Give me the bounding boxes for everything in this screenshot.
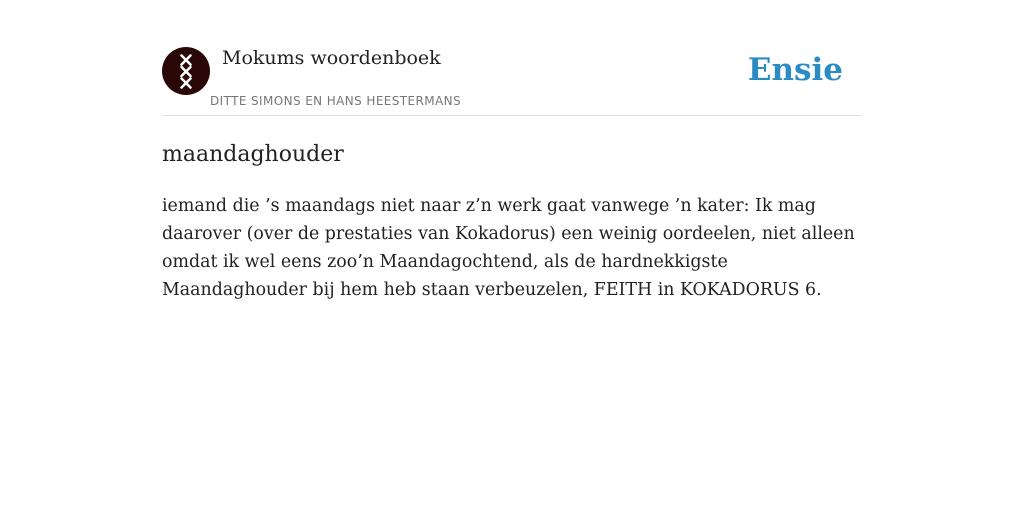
entry-definition: iemand die ’s maandags niet naar z’n werk gaat vanwege ’n kater: Ik mag daarover (over de prestaties van Kokadorus) een weinig oordeelen, niet alleen omdat ik wel eens zoo’n Maandagochtend, als de hardnekkigste Maandaghouder bij hem heb staan verbeuzelen, FEITH in KOKADORUS 6. xyxy=(162,196,855,300)
amsterdam-crosses-icon[interactable] xyxy=(162,47,210,95)
site-header xyxy=(162,46,862,116)
dictionary-title[interactable]: Mokums woordenboek xyxy=(222,47,441,69)
entry-word: maandaghouder xyxy=(162,142,344,167)
ensie-logo-link[interactable]: Ensie xyxy=(747,52,843,88)
dictionary-authors: DITTE SIMONS EN HANS HEESTERMANS xyxy=(210,94,462,108)
